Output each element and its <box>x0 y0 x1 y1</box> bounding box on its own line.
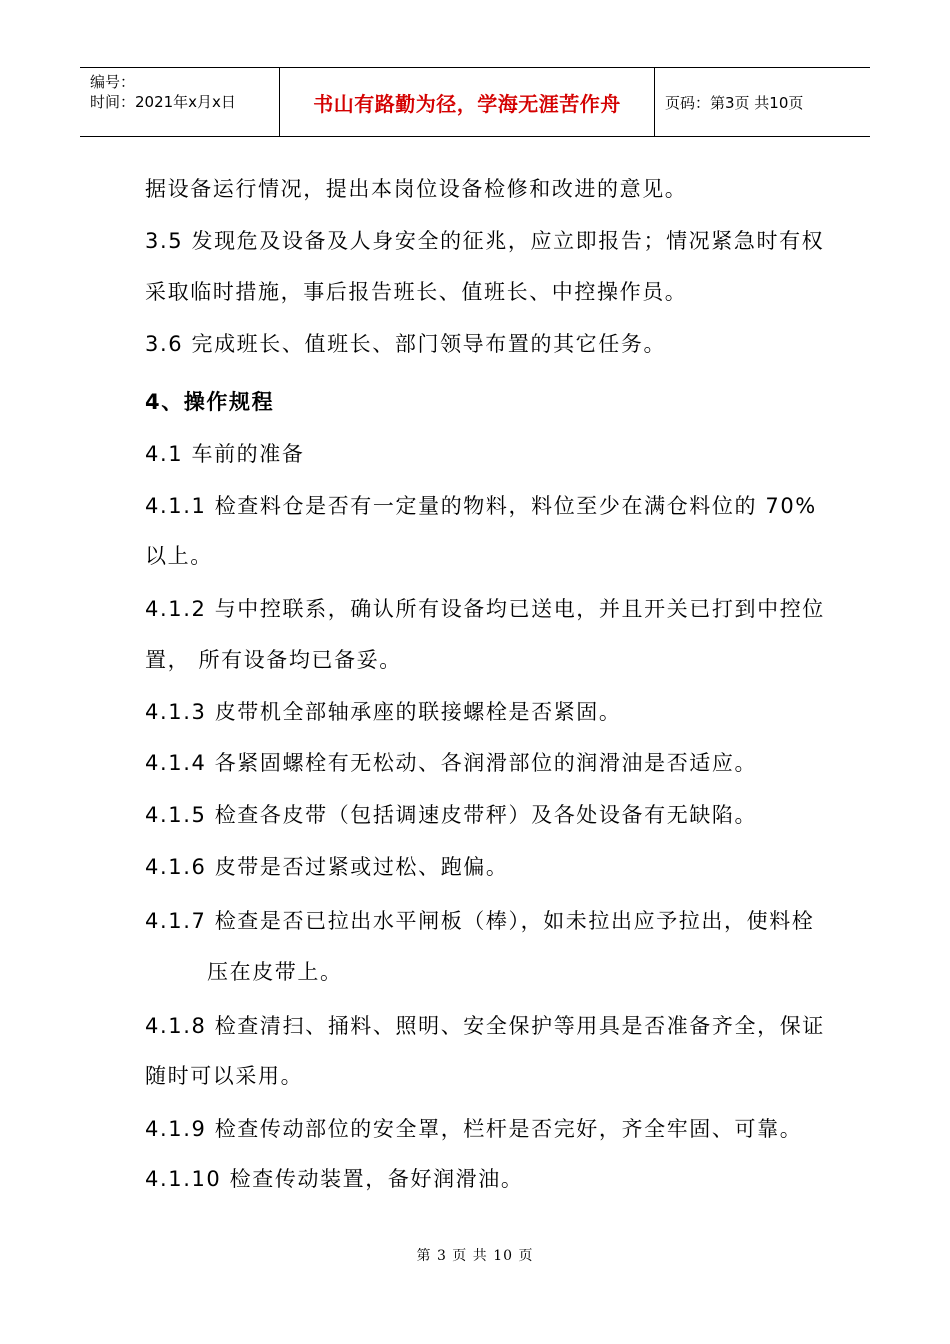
header-date-label: 时间：2021年x月x日 <box>90 93 236 111</box>
body-line: 采取临时措施，事后报告班长、值班长、中控操作员。 <box>145 280 688 304</box>
header-number-label: 编号： <box>90 73 136 91</box>
header-meta-cell <box>80 68 280 136</box>
body-line: 4.1.2 与中控联系，确认所有设备均已送电，并且开关已打到中控位 <box>145 597 825 621</box>
header-page-info: 页码：第3页 共10页 <box>665 93 804 112</box>
body-line: 4.1.7 检查是否已拉出水平闸板（棒），如未拉出应予拉出，使料栓 <box>145 909 815 933</box>
body-line: 4.1.1 检查料仓是否有一定量的物料，料位至少在满仓料位的 70% <box>145 494 817 518</box>
body-line: 4.1.10 检查传动装置，备好润滑油。 <box>145 1167 524 1191</box>
body-line: 压在皮带上。 <box>207 960 343 984</box>
body-line: 4.1.6 皮带是否过紧或过松、跑偏。 <box>145 855 509 879</box>
body-line: 3.6 完成班长、值班长、部门领导布置的其它任务。 <box>145 332 667 356</box>
body-line: 4.1.9 检查传动部位的安全罩，栏杆是否完好，齐全牢固、可靠。 <box>145 1117 803 1141</box>
body-line: 4.1.8 检查清扫、捅料、照明、安全保护等用具是否准备齐全，保证 <box>145 1014 825 1038</box>
document-header <box>80 67 870 137</box>
subsection-heading: 4.1 车前的准备 <box>145 442 305 466</box>
header-motto: 书山有路勤为径，学海无涯苦作舟 <box>280 68 655 136</box>
body-line: 随时可以采用。 <box>145 1064 304 1088</box>
body-line: 3.5 发现危及设备及人身安全的征兆，应立即报告；情况紧急时有权 <box>145 229 825 253</box>
page-footer: 第 3 页 共 10 页 <box>416 1248 534 1264</box>
body-line: 置， 所有设备均已备妥。 <box>145 648 402 672</box>
section-heading: 4、操作规程 <box>145 390 275 414</box>
body-line: 4.1.3 皮带机全部轴承座的联接螺栓是否紧固。 <box>145 700 622 724</box>
body-line: 4.1.4 各紧固螺栓有无松动、各润滑部位的润滑油是否适应。 <box>145 751 758 775</box>
body-line: 据设备运行情况，提出本岗位设备检修和改进的意见。 <box>145 177 688 201</box>
body-line: 4.1.5 检查各皮带（包括调速皮带秤）及各处设备有无缺陷。 <box>145 803 758 827</box>
body-line: 以上。 <box>145 544 213 568</box>
